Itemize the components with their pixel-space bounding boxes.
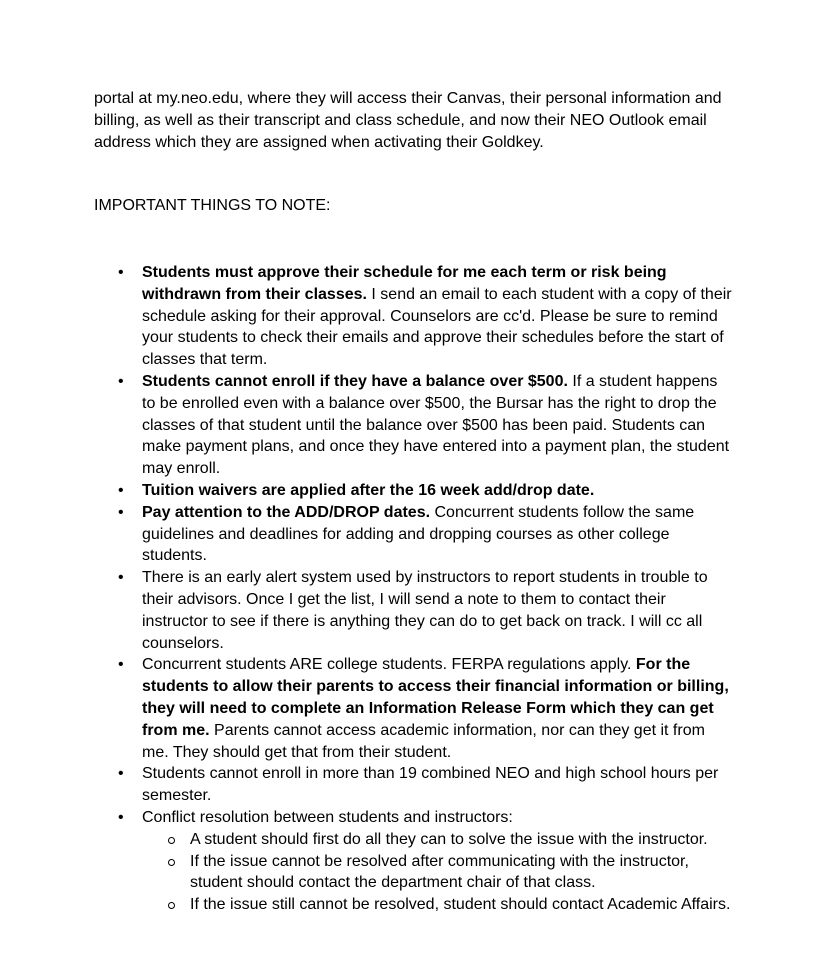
note-item-conflict-resolution [142,807,732,916]
intro-paragraph: portal at my.neo.edu, where they will access their Canvas, their personal information and billing, as well as their transcript and class schedule, and now their NEO Outlook email address which they are assigned when activating their Goldkey. [94,90,722,151]
note-emphasis: Students cannot enroll if they have a balance over $500. [142,372,568,390]
note-item-balance [142,371,732,480]
note-text: Conflict resolution between students and instructors: [142,808,513,826]
note-text: I send an email to each student with a copy of their schedule asking for their approval. Counselors are cc'd. Please be sure to remind your students to check their emails and approve their schedules before the start of classes that term. [142,285,732,369]
note-item-hour-limit [142,763,732,807]
note-text: Parents cannot access academic information, nor can they get it from me. They should get that from their student. [142,721,705,761]
conflict-step: A student should first do all they can to solve the issue with the instructor. [190,829,732,851]
conflict-step: If the issue still cannot be resolved, student should contact Academic Affairs. [190,894,732,916]
note-emphasis: Tuition waivers are applied after the 16 week add/drop date. [142,481,595,499]
note-item-tuition-waivers [142,480,732,502]
note-text: Students cannot enroll in more than 19 combined NEO and high school hours per semester. [142,765,719,805]
note-text: There is an early alert system used by instructors to report students in trouble to their advisors. Once I get the list, I will send a note to them to contact their instructor to see if there is anything they can do to get back on track. I will cc all counselors. [142,569,708,652]
note-emphasis: Students must approve their schedule for me each term or risk being withdrawn from their classes. [142,264,667,303]
note-emphasis: For the students to allow their parents to access their financial information or billing, they will need to complete an Information Release Form which they can get from me. [142,656,729,739]
note-item-early-alert [142,567,732,654]
note-item-add-drop [142,502,732,567]
conflict-step: If the issue cannot be resolved after communicating with the instructor, student should contact the department chair of that class. [190,851,732,895]
conflict-steps-list [190,829,732,916]
notes-list [142,262,732,916]
note-lead-text: Concurrent students ARE college students. FERPA regulations apply. [142,656,636,674]
note-item-ferpa [142,654,732,763]
note-text: Concurrent students follow the same guidelines and deadlines for adding and dropping courses as other college students. [142,503,695,565]
section-heading: IMPORTANT THINGS TO NOTE: [94,197,331,214]
note-emphasis: Pay attention to the ADD/DROP dates. [142,503,431,521]
note-item-schedule-approval [142,262,732,371]
note-text: If a student happens to be enrolled even with a balance over $500, the Bursar has the right to drop the classes of that student until the balance over $500 has been paid. Students can make payment plans, and once they have entered into a payment plan, the student may enroll. [142,372,730,478]
